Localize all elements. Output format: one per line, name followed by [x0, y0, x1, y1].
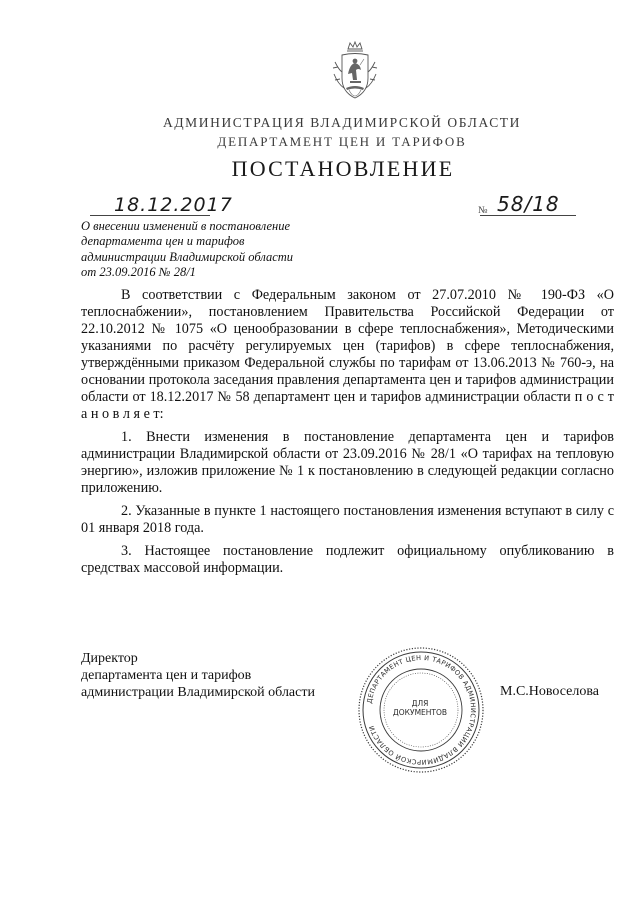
department-name: ДЕПАРТАМЕНТ ЦЕН И ТАРИФОВ [217, 134, 467, 149]
subject-line: О внесении изменений в постановление [81, 219, 291, 233]
stamp-center-text [388, 699, 452, 717]
signer-position [81, 650, 315, 702]
stamp-center-line: ДОКУМЕНТОВ [392, 708, 448, 717]
handwritten-number: 58/18 [497, 192, 560, 216]
document-subject [81, 219, 321, 280]
body-paragraph-item-1: 1. Внести изменения в постановление департамента цен и тарифов администрации Владимирской области от 23.09.2016 № 28/1 «О тарифах на тепловую энергию», изложив приложение № 1 к постановлению в следующей редакции согласно приложению. [81, 429, 614, 496]
number-underline [480, 215, 576, 216]
signer-position-line: администрации Владимирской области [81, 685, 315, 701]
number-sign: № [478, 205, 488, 216]
stamp-center-line: ДЛЯ [411, 699, 429, 708]
subject-line: департамента цен и тарифов [81, 234, 245, 249]
subject-line: от 23.09.2016 № 28/1 [81, 264, 196, 279]
stamp-ring-text: ДЕПАРТАМЕНТ ЦЕН И ТАРИФОВ АДМИНИСТРАЦИИ ВЛАДИМИРСКОЙ ОБЛАСТИ [365, 653, 478, 767]
document-title: ПОСТАНОВЛЕНИЕ [231, 156, 455, 181]
signer-position-line: Директор [81, 651, 138, 666]
date-underline [90, 215, 210, 216]
handwritten-date: 18.12.2017 [114, 194, 233, 216]
vladimir-coat-of-arms-icon [330, 40, 380, 106]
signer-name: М.С.Новоселова [500, 684, 599, 699]
signer-position-line: департамента цен и тарифов [81, 668, 252, 684]
subject-line: администрации Владимирской области [81, 249, 294, 264]
organization-name: АДМИНИСТРАЦИЯ ВЛАДИМИРСКОЙ ОБЛАСТИ [163, 115, 521, 130]
body-paragraph-item-3: 3. Настоящее постановление подлежит официальному опубликованию в средствах массовой информации. [81, 543, 614, 576]
document-body [81, 287, 614, 577]
body-paragraph-item-2: 2. Указанные в пункте 1 настоящего постановления изменения вступают в силу с 01 января 2018 года. [81, 503, 614, 536]
body-paragraph-preamble: В соответствии с Федеральным законом от 27.07.2010 № 190-ФЗ «О теплоснабжении», постановлением Правительства Российской Федерации от 22.10.2012 № 1075 «О ценообразовании в сфере теплоснабжения», Методическими указаниями по расчёту регулируемых цен (тарифов) в сфере теплоснабжения, утверждёнными приказом Федеральной службы по тарифам от 13.06.2013 № 760-э, на основании протокола заседания правления департамента цен и тарифов администрации области от 18.12.2017 № 58 департамент цен и тарифов администрации области п о с т а н о в л я е т: [81, 287, 614, 422]
